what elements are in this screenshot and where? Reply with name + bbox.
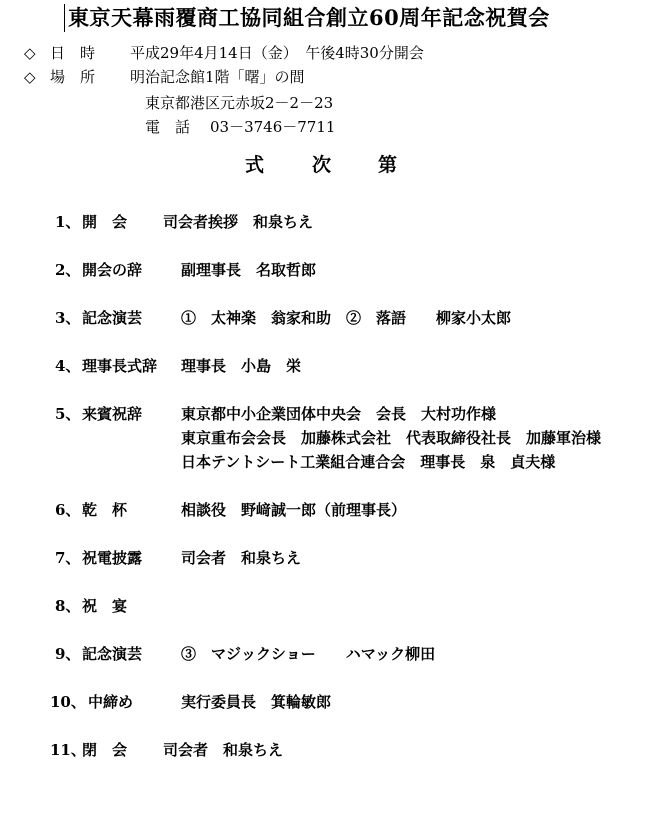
program-heading-char: 式 bbox=[245, 154, 265, 176]
program-item-detail: ③ マジックショー ハマック柳田 bbox=[181, 645, 436, 663]
date-label: 日 時 bbox=[50, 44, 96, 62]
program-item-detail: 理事長 小島 栄 bbox=[181, 357, 302, 375]
program-item-label: 理事長式辞 bbox=[82, 357, 158, 375]
program-item-label: 記念演芸 bbox=[82, 645, 143, 663]
program-item-detail: 東京都中小企業団体中央会 会長 大村功作様 bbox=[181, 405, 497, 423]
program-item-number: 2、 bbox=[55, 261, 81, 279]
page-title: 東京天幕雨覆商工協同組合創立60周年記念祝賀会 bbox=[64, 4, 550, 32]
phone-label: 電 話 bbox=[145, 118, 191, 136]
program-heading-char: 第 bbox=[378, 154, 398, 176]
place-label: 場 所 bbox=[50, 68, 96, 86]
program-item-number: 6、 bbox=[55, 501, 81, 519]
program-item-label: 祝電披露 bbox=[82, 549, 143, 567]
program-item-label: 開会の辞 bbox=[82, 261, 143, 279]
program-item-detail: 相談役 野﨑誠一郎（前理事長） bbox=[181, 501, 407, 519]
program-item-number: 3、 bbox=[55, 309, 81, 327]
program-item-label: 祝 宴 bbox=[82, 597, 128, 615]
program-heading-char: 次 bbox=[312, 154, 332, 176]
program-item-detail: 司会者 和泉ちえ bbox=[181, 549, 302, 567]
program-item-detail: 副理事長 名取哲郎 bbox=[181, 261, 317, 279]
program-item-label: 来賓祝辞 bbox=[82, 405, 143, 423]
place-marker-icon: ◇ bbox=[24, 68, 36, 86]
program-item-detail: 日本テントシート工業組合連合会 理事長 泉 貞夫様 bbox=[181, 453, 556, 471]
date-marker-icon: ◇ bbox=[24, 44, 36, 62]
program-item-number: 9、 bbox=[55, 645, 81, 663]
program-item-number: 10、 bbox=[50, 693, 86, 711]
program-item-detail: 東京重布会会長 加藤株式会社 代表取締役社長 加藤軍治様 bbox=[181, 429, 602, 447]
address: 東京都港区元赤坂2－2－23 bbox=[145, 94, 334, 112]
program-item-detail: 司会者挨拶 和泉ちえ bbox=[163, 213, 314, 231]
program-item-number: 11、 bbox=[50, 741, 86, 759]
program-item-number: 4、 bbox=[55, 357, 81, 375]
program-item-number: 8、 bbox=[55, 597, 81, 615]
place-value: 明治記念館1階「曙」の間 bbox=[130, 68, 305, 86]
program-item-detail: 実行委員長 箕輪敏郎 bbox=[181, 693, 332, 711]
program-item-label: 記念演芸 bbox=[82, 309, 143, 327]
program-item-detail: ① 太神楽 翁家和助 ② 落語 柳家小太郎 bbox=[181, 309, 512, 327]
program-item-number: 7、 bbox=[55, 549, 81, 567]
date-value: 平成29年4月14日（金） 午後4時30分開会 bbox=[130, 44, 424, 62]
program-item-label: 開 会 bbox=[82, 213, 128, 231]
program-item-number: 1、 bbox=[55, 213, 81, 231]
phone-value: 03－3746－7711 bbox=[210, 118, 336, 136]
program-item-detail: 司会者 和泉ちえ bbox=[163, 741, 284, 759]
program-item-label: 乾 杯 bbox=[82, 501, 128, 519]
program-item-label: 中締め bbox=[88, 693, 134, 711]
program-item-number: 5、 bbox=[55, 405, 81, 423]
program-item-label: 閉 会 bbox=[82, 741, 128, 759]
